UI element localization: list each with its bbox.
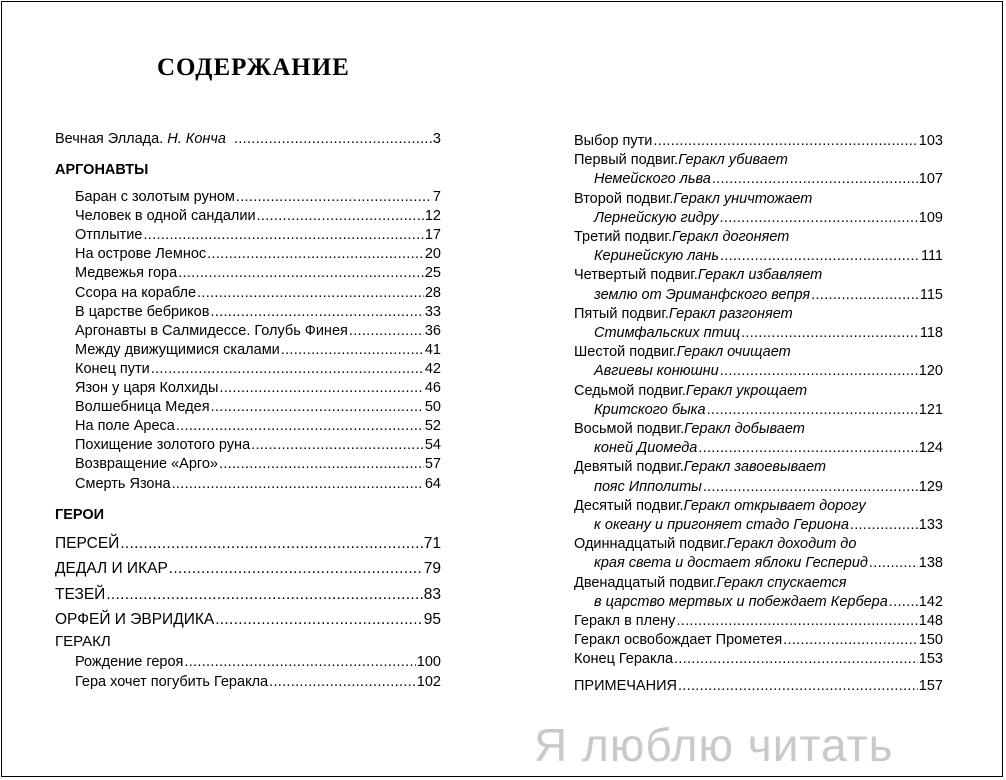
section-header-heroes: ГЕРОИ [55, 507, 105, 523]
toc-entry-continuation-text: коней Диомеда [594, 440, 698, 457]
toc-entry [75, 418, 441, 435]
toc-entry [75, 476, 441, 493]
toc-page-number: 42 [424, 360, 441, 377]
toc-leader-dots [653, 133, 917, 150]
toc-page-number: 12 [424, 208, 441, 225]
toc-entry-title: Двенадцатый подвиг. [574, 574, 717, 591]
toc-leader-dots [176, 418, 424, 435]
toc-leader-dots [143, 227, 423, 244]
toc-entry-continuation-text: землю от Эриманфского вепря [594, 286, 811, 303]
toc-entry [75, 189, 441, 206]
page-title: СОДЕРЖАНИЕ [157, 54, 350, 81]
toc-leader-dots [178, 265, 424, 282]
toc-entry-title: Пятый подвиг. [574, 305, 669, 322]
toc-entry-subtitle: Геракл доходит до [726, 536, 857, 553]
toc-entry-subtitle: Геракл укрощает [685, 382, 808, 399]
section-header-herakl: ГЕРАКЛ [55, 633, 111, 650]
toc-entry-title: Ссора на корабле [75, 284, 197, 301]
toc-leader-dots [236, 189, 432, 206]
toc-page-number: 7 [432, 189, 441, 205]
toc-entry-title: Конец Геракла [574, 651, 674, 668]
toc-leader-dots [349, 323, 424, 340]
toc-page-number: 17 [424, 227, 441, 244]
toc-entry-first-line [574, 191, 812, 208]
toc-entry [75, 208, 441, 225]
toc-page-number: 133 [918, 517, 943, 533]
toc-entry [55, 535, 441, 552]
toc-entry-title: Медвежья гора [75, 265, 178, 282]
toc-entry-continuation [594, 402, 943, 419]
toc-leader-dots [269, 674, 416, 691]
toc-page-number: 50 [424, 399, 441, 416]
toc-page-number: 142 [918, 593, 943, 610]
toc-entry-title: Гера хочет погубить Геракла [75, 674, 269, 690]
toc-page-number: 153 [918, 651, 943, 668]
toc-page-number: 150 [918, 632, 943, 649]
toc-page-number: 20 [424, 246, 441, 263]
toc-leader-dots [219, 456, 424, 473]
toc-entry-title: Человек в одной сандалии [75, 208, 256, 225]
toc-page-number: 3 [432, 131, 441, 147]
toc-leader-dots [678, 678, 918, 695]
toc-entry [75, 380, 441, 397]
toc-leader-dots [106, 586, 422, 603]
toc-entry-title: Геракл в плену [574, 613, 676, 629]
toc-leader-dots [172, 476, 424, 493]
toc-leader-dots [215, 611, 423, 628]
toc-entry-continuation-text: Критского быка [594, 401, 706, 418]
toc-page-number: 121 [918, 401, 943, 418]
toc-leader-dots [251, 437, 424, 454]
toc-page-number: 83 [423, 585, 441, 603]
toc-entry-subtitle: Геракл уничтожает [673, 190, 813, 207]
toc-entry-continuation [594, 440, 943, 457]
toc-entry-title: Баран с золотым руном [75, 189, 235, 205]
toc-leader-dots [257, 208, 424, 225]
toc-leader-dots [889, 594, 918, 611]
toc-leader-dots [783, 632, 918, 649]
toc-leader-dots [707, 402, 918, 419]
toc-entry-subtitle: Геракл избавляет [697, 267, 823, 284]
toc-entry-continuation [594, 210, 943, 227]
toc-entry-continuation [594, 287, 943, 304]
toc-page-number: 111 [920, 248, 943, 265]
toc-leader-dots [811, 287, 919, 304]
toc-leader-dots [741, 325, 919, 342]
toc-entry-title: Четвертый подвиг. [574, 267, 698, 284]
toc-entry-intro [55, 131, 441, 148]
toc-entry-continuation-text: Немейского льва [594, 171, 711, 188]
toc-entry-subtitle: Геракл открывает дорогу [683, 497, 866, 514]
toc-entry-title: ТЕЗЕЙ [55, 585, 106, 603]
toc-entry [574, 632, 943, 649]
toc-leader-dots [674, 651, 918, 668]
toc-entry-continuation [594, 555, 943, 572]
toc-entry-title: Второй подвиг. [574, 190, 674, 207]
toc-entry-subtitle: Геракл спускается [716, 574, 847, 591]
toc-entry-subtitle: Геракл добывает [684, 421, 805, 437]
toc-entry [75, 437, 441, 454]
toc-leader-dots [720, 363, 918, 380]
toc-entry [574, 613, 943, 630]
toc-page-number: 28 [424, 284, 441, 301]
toc-entry [75, 674, 441, 691]
toc-entry [75, 654, 441, 671]
toc-leader-dots [712, 171, 918, 188]
toc-entry-title: Аргонавты в Салмидессе. Голубь Финея [75, 322, 348, 339]
toc-page-number: 54 [424, 437, 441, 454]
toc-entry-title: Шестой подвиг. [574, 344, 677, 361]
toc-entry-continuation-text: Стимфальских птиц [594, 325, 741, 341]
toc-entry-continuation [594, 479, 943, 496]
toc-entry-author: Н. Конча [167, 131, 226, 147]
toc-entry-continuation [594, 171, 943, 188]
toc-entry [75, 342, 441, 359]
toc-page-number: 115 [919, 286, 943, 303]
toc-entry [75, 285, 441, 302]
toc-page-number: 36 [424, 322, 441, 339]
toc-entry-title: Геракл освобождает Прометея [574, 632, 783, 649]
toc-entry-title: Отплытие [75, 227, 143, 244]
watermark-text: Я люблю читать [534, 719, 894, 771]
toc-entry-continuation-text: в царство мертвых и побеждает Кербера [594, 593, 888, 610]
toc-leader-dots [850, 517, 918, 534]
toc-entry-title: Рождение героя [75, 654, 184, 670]
toc-entry-continuation-text: Керинейскую лань [594, 248, 719, 265]
toc-page-number: 103 [918, 133, 943, 149]
toc-entry [75, 323, 441, 340]
toc-entry-continuation [594, 517, 943, 534]
toc-entry-continuation-text: Авгиевы конюшни [594, 363, 719, 380]
toc-entry-continuation [594, 363, 943, 380]
toc-leader-dots [151, 361, 424, 378]
toc-page-number: 102 [416, 674, 441, 690]
toc-entry-title: Выбор пути [574, 133, 653, 149]
toc-entry-subtitle: Геракл завоевывает [683, 459, 826, 476]
toc-page-number: 107 [918, 171, 943, 188]
toc-page-number: 95 [423, 610, 441, 628]
toc-entry [75, 304, 441, 321]
toc-leader-dots [720, 210, 918, 227]
toc-page-number: 57 [424, 456, 441, 473]
toc-entry-first-line [574, 575, 847, 592]
toc-entry-title: Язон у царя Колхиды [75, 380, 219, 396]
toc-entry-title: Девятый подвиг. [574, 459, 684, 476]
toc-entry-continuation [594, 594, 943, 611]
toc-page-number: 64 [424, 475, 441, 492]
toc-page-number: 109 [918, 209, 943, 226]
toc-entry [75, 265, 441, 282]
toc-entry-title: Одиннадцатый подвиг. [574, 536, 727, 553]
toc-entry [55, 560, 441, 577]
toc-entry-title: ОРФЕЙ И ЭВРИДИКА [55, 610, 215, 628]
toc-page-number: 71 [423, 535, 441, 552]
toc-entry-continuation-text: пояс Ипполиты [594, 478, 702, 495]
toc-entry [574, 133, 943, 150]
toc-entry-continuation-text: края света и достает яблоки Гесперид [594, 555, 868, 572]
toc-entry [574, 651, 943, 668]
toc-leader-dots [197, 285, 424, 302]
toc-entry-subtitle: Геракл убивает [678, 152, 788, 169]
toc-leader-dots [207, 246, 424, 263]
toc-page-number: 25 [424, 265, 441, 282]
toc-entry-title: ПРИМЕЧАНИЯ [574, 677, 677, 694]
toc-entry [55, 586, 441, 603]
toc-leader-dots [676, 613, 917, 630]
toc-entry-title: ДЕДАЛ И ИКАР [55, 560, 168, 578]
toc-entry [75, 361, 441, 378]
toc-entry-title: Возвращение «Арго» [75, 456, 218, 473]
toc-entry-title: Первый подвиг. [574, 152, 679, 169]
toc-page-number: 120 [918, 363, 943, 380]
toc-leader-dots [184, 654, 415, 671]
toc-entry-first-line [574, 459, 826, 476]
toc-page-number: 33 [424, 303, 441, 320]
toc-entry-title: Третий подвиг. [574, 229, 672, 245]
section-header-argonauts: АРГОНАВТЫ [55, 162, 149, 178]
toc-entry-title: Конец пути [75, 360, 150, 377]
toc-leader-dots [698, 440, 917, 457]
toc-entry-first-line [574, 498, 866, 515]
toc-entry-subtitle: Геракл очищает [676, 344, 791, 361]
toc-page-number: 100 [416, 654, 441, 670]
toc-entry-first-line [574, 267, 822, 284]
toc-page-number: 138 [918, 555, 943, 572]
toc-entry [75, 246, 441, 263]
toc-entry-title: Волшебница Медея [75, 399, 210, 416]
toc-leader-dots [869, 555, 918, 572]
toc-entry-first-line [574, 344, 791, 361]
toc-page-number: 124 [918, 440, 943, 457]
toc-leader-dots [281, 342, 424, 359]
toc-entry-subtitle: Геракл разгоняет [668, 305, 793, 322]
toc-entry [75, 227, 441, 244]
toc-entry-continuation-text: к океану и пригоняет стадо Гериона [594, 517, 849, 533]
toc-entry [75, 399, 441, 416]
toc-leader-dots [120, 535, 422, 552]
toc-leader-dots [210, 304, 423, 321]
toc-page-number: 52 [424, 418, 441, 435]
toc-entry-title: Седьмой подвиг. [574, 382, 686, 399]
toc-entry-title: Восьмой подвиг. [574, 421, 685, 437]
toc-entry [574, 678, 943, 695]
toc-entry-title: Смерть Язона [75, 475, 171, 492]
toc-leader-dots [703, 479, 918, 496]
toc-leader-dots [219, 380, 423, 397]
toc-entry-title: В царстве бебриков [75, 303, 210, 320]
toc-entry-first-line [574, 383, 807, 400]
toc-entry-title: ПЕРСЕЙ [55, 535, 120, 552]
toc-page-number: 129 [918, 478, 943, 495]
toc-entry-first-line [574, 536, 856, 553]
toc-entry-continuation [594, 325, 943, 342]
toc-page-number: 148 [918, 613, 943, 629]
toc-entry-title: На острове Лемнос [75, 246, 207, 263]
toc-page-number: 118 [919, 325, 943, 341]
toc-leader-dots [169, 560, 423, 577]
toc-leader-dots [211, 399, 424, 416]
toc-entry-subtitle: Геракл догоняет [671, 229, 790, 245]
toc-entry-first-line [574, 229, 789, 246]
toc-entry-title: Вечная Эллада. [55, 131, 168, 147]
toc-entry [75, 456, 441, 473]
toc-entry-first-line [574, 152, 788, 169]
toc-page-number: 46 [424, 380, 441, 396]
toc-entry-continuation [594, 248, 943, 265]
toc-page-number: 79 [423, 560, 441, 578]
toc-page-number: 41 [424, 341, 441, 358]
toc-entry-continuation-text: Лернейскую гидру [594, 209, 719, 226]
toc-entry [55, 611, 441, 628]
toc-entry-first-line [574, 306, 793, 323]
toc-entry-first-line [574, 421, 805, 438]
toc-entry-title: Десятый подвиг. [574, 497, 684, 514]
toc-leader-dots [720, 248, 920, 265]
toc-entry-title: Между движущимися скалами [75, 341, 280, 358]
toc-entry-title: Похищение золотого руна [75, 437, 251, 454]
toc-page-number: 157 [918, 677, 943, 694]
toc-entry-title: На поле Ареса [75, 418, 175, 435]
